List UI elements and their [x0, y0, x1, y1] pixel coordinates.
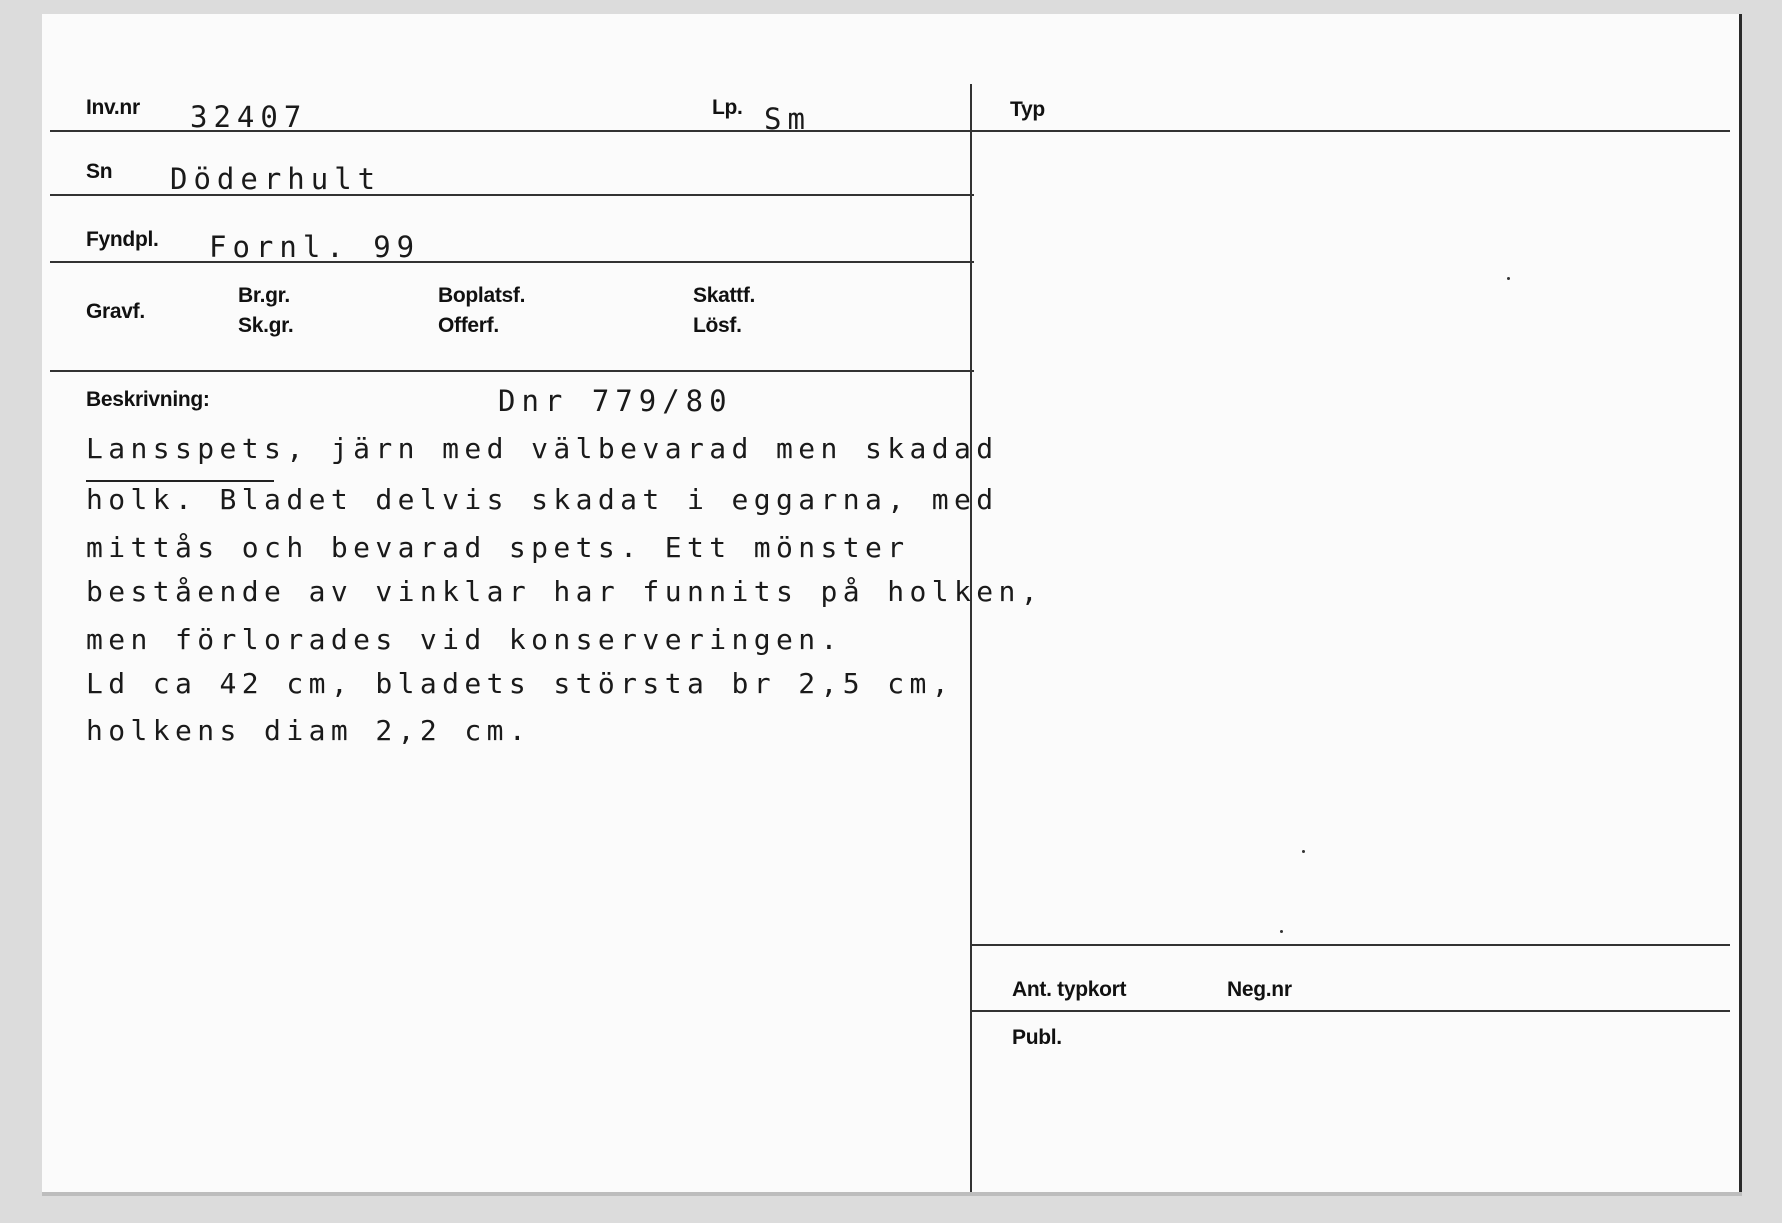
typ-label: Typ: [1010, 98, 1045, 121]
publ-label: Publ.: [1012, 1026, 1062, 1049]
scan-speck: [1507, 277, 1510, 280]
losf-label: Lösf.: [693, 314, 742, 337]
gravf-label: Gravf.: [86, 300, 145, 323]
rule-publ: [972, 1010, 1730, 1012]
scan-speck: [1280, 930, 1283, 933]
inv-nr-value: 32407: [190, 100, 308, 134]
inv-nr-label: Inv.nr: [86, 96, 140, 119]
column-divider: [970, 84, 972, 1192]
fyndpl-value: Fornl. 99: [209, 230, 421, 264]
lansspets-underline: [86, 480, 274, 482]
description-line: men förlorades vid konserveringen.: [86, 623, 843, 656]
description-line: Lansspets, järn med välbevarad men skadad: [86, 432, 999, 465]
rule-gravf: [50, 370, 974, 372]
skgr-label: Sk.gr.: [238, 314, 294, 337]
description-line: bestående av vinklar har funnits på holken,: [86, 575, 1044, 608]
rule-ant-typkort: [972, 944, 1730, 946]
catalog-card: [42, 14, 1742, 1192]
offerf-label: Offerf.: [438, 314, 499, 337]
sn-label: Sn: [86, 160, 113, 183]
boplatsf-label: Boplatsf.: [438, 284, 526, 307]
rule-fyndpl: [50, 261, 974, 263]
description-line: holkens diam 2,2 cm.: [86, 714, 532, 747]
lp-label: Lp.: [712, 96, 743, 119]
skattf-label: Skattf.: [693, 284, 756, 307]
fyndpl-label: Fyndpl.: [86, 228, 159, 251]
lp-value: Sm: [764, 102, 811, 136]
description-line: Ld ca 42 cm, bladets största br 2,5 cm,: [86, 667, 955, 700]
negnr-label: Neg.nr: [1227, 978, 1292, 1001]
sn-value: Döderhult: [170, 162, 382, 196]
brgr-label: Br.gr.: [238, 284, 290, 307]
description-line: holk. Bladet delvis skadat i eggarna, med: [86, 483, 999, 516]
scan-speck: [1302, 850, 1305, 853]
rule-typ: [972, 130, 1730, 132]
beskrivning-label: Beskrivning:: [86, 388, 210, 411]
ant-typkort-label: Ant. typkort: [1012, 978, 1127, 1001]
dnr-value: Dnr 779/80: [498, 384, 733, 418]
description-line: mittås och bevarad spets. Ett mönster: [86, 531, 910, 564]
rule-inv: [50, 130, 974, 132]
